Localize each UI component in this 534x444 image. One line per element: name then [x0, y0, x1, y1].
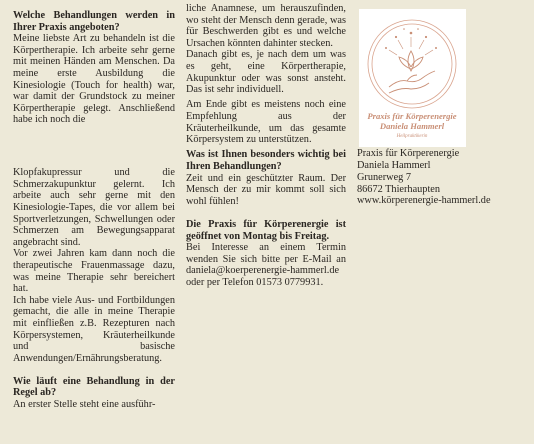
practice-logo [359, 9, 466, 147]
contact-block [357, 148, 491, 207]
para-clip [186, 99, 346, 146]
heading-treatment-process: Wie läuft eine Behandlung in der Regel ab? [13, 375, 175, 399]
paragraph-acupressure: Klopfakupressur und die Schmerzakupunktur gelernt. Ich arbeite auch sehr gerne mit den Kinesiologie-Tapes, die vor allem bei Sportverletzungen, Schwellungen oder Schmerzen am Bewegungsapparat angebracht sind. [13, 167, 175, 248]
logo-title: Praxis für Körperenergie [367, 111, 457, 121]
heading-important: Was ist Ihnen besonders wichtig bei Ihren Behandlungen? [186, 149, 346, 172]
contact-name-clip [357, 159, 491, 171]
paragraph-massage: Vor zwei Jahren kam dann noch die therapeutische Frauenmassage dazu, was meine Therapie sehr bereichert hat. [13, 248, 175, 295]
logo-name: Daniela Hammerl [379, 121, 445, 131]
heading-treatments: Welche Behandlungen werden in Ihrer Praxis angeboten? [13, 10, 175, 33]
paragraph-trainings: Ich habe viele Aus- und Fortbildungen gemacht, die alle in meine Therapie mit einfließen z.B. Rezepturen nach Körpersystemen, Kräuterheilkunde und basische Anwendungen/Ernährungsberatung. [13, 294, 175, 364]
contact-city: 86672 Thierhaupten [357, 183, 441, 195]
contact-name: Daniela Hammerl [357, 159, 431, 171]
contact-website[interactable]: www.körperenergie-hammerl.de [357, 195, 491, 207]
para-clip [186, 49, 346, 95]
paragraph-anamnesis-cont: liche Anamnese, um herauszufinden, wo steht der Mensch denn gerade, was für Beschwerden gibt es und welche Ursachen könnten dahinter stecken. [186, 3, 346, 49]
paragraph-time-space: Zeit und ein geschützter Raum. Der Mensch der zu mir kommt soll sich wohl fühlen! [186, 172, 346, 207]
contact-street: Grunerweg 7 [357, 171, 412, 183]
paragraph-contact-info: Bei Interesse an einem Termin wenden Sie sich bitte per E-Mail an daniela@koerperenergie-hammerl.de oder per Telefon 01573 0779931. [186, 242, 346, 288]
paragraph-anamnesis-start: An erster Stelle steht eine ausführ- [13, 399, 156, 411]
contact-practice: Praxis für Körperenergie [357, 148, 460, 159]
column-left [13, 10, 175, 411]
para-clip [13, 33, 175, 167]
paragraph-herbal: Am Ende gibt es meistens noch eine Empfehlung aus der Kräuterheilkunde, um das gesamte Körpersystem zu unterstützen. [186, 99, 346, 146]
paragraph-bodytherapy: Meine liebste Art zu behandeln ist die Körpertherapie. Ich arbeite sehr gerne mit meinen Händen am Menschen. Da meine erste Ausbildung die Kinesiologie (Touch for health) war, war damit der Grundstock zu meiner Körpertherapie gelegt. Anschließend habe ich noch die [13, 33, 175, 126]
heading-opening: Die Praxis für Körperenergie ist geöffnet von Montag bis Freitag. [186, 218, 346, 242]
logo-subtitle: Heilpraktikerin [396, 134, 428, 139]
paragraph-therapy: Danach gibt es, je nach dem um was es geht, eine Körpertherapie, Akupunktur oder was sonst ansteht. Das ist sehr individuell. [186, 49, 346, 96]
column-middle [186, 3, 346, 289]
logo-graphic [359, 9, 466, 147]
